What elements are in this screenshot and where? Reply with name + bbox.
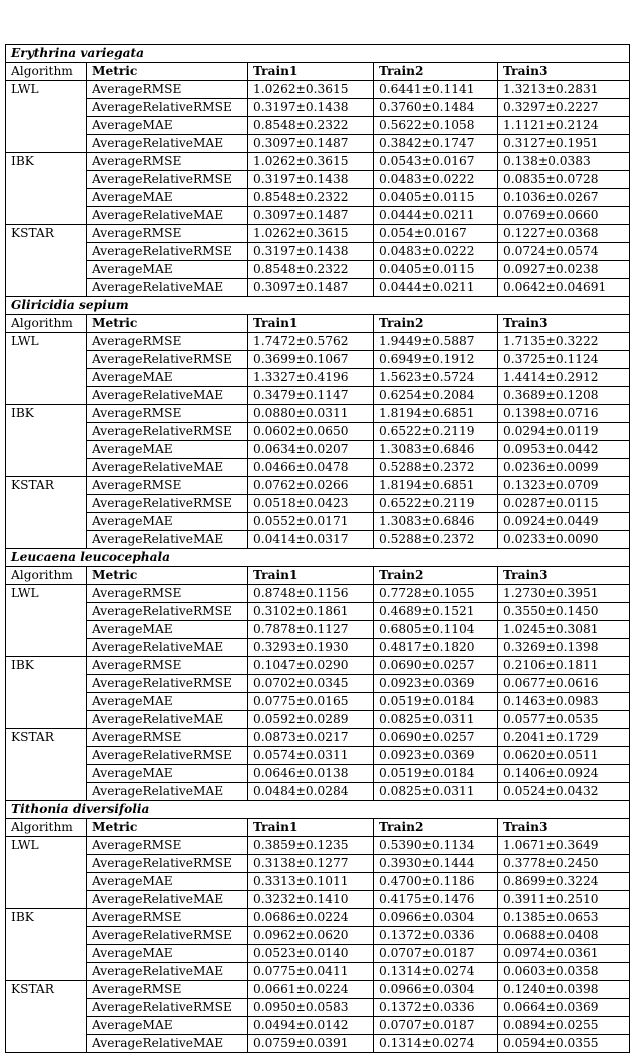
table-row [6,171,630,189]
table-row [6,459,630,477]
train3-value-cell: 0.0769±0.0660 [498,207,630,225]
table-row [6,279,630,297]
train2-value-cell: 0.0690±0.0257 [374,729,498,747]
metric-cell: AverageRMSE [87,333,248,351]
train1-value-cell: 0.3232±0.1410 [248,891,374,909]
train3-value-cell: 0.0664±0.0369 [498,999,630,1017]
train1-value-cell: 1.3327±0.4196 [248,369,374,387]
train1-value-cell: 0.0646±0.0138 [248,765,374,783]
table-row [6,675,630,693]
table-row [6,477,630,495]
train3-value-cell: 0.1385±0.0653 [498,909,630,927]
header-train2: Train2 [374,63,498,81]
header-metric: Metric [87,567,248,585]
species-title: Tithonia diversifolia [6,801,630,819]
train3-value-cell: 0.3269±0.1398 [498,639,630,657]
train3-value-cell: 0.0953±0.0442 [498,441,630,459]
train2-value-cell: 0.0483±0.0222 [374,243,498,261]
metric-cell: AverageRelativeRMSE [87,495,248,513]
train3-value-cell: 0.0287±0.0115 [498,495,630,513]
train3-value-cell: 0.3127±0.1951 [498,135,630,153]
table-row [6,261,630,279]
train1-value-cell: 0.0484±0.0284 [248,783,374,801]
train2-value-cell: 0.5622±0.1058 [374,117,498,135]
train3-value-cell: 0.0524±0.0432 [498,783,630,801]
metric-cell: AverageRelativeMAE [87,279,248,297]
train2-value-cell: 0.0966±0.0304 [374,981,498,999]
train3-value-cell: 0.0835±0.0728 [498,171,630,189]
train3-value-cell: 0.2041±0.1729 [498,729,630,747]
algorithm-cell: LWL [6,333,87,405]
metric-cell: AverageRMSE [87,585,248,603]
metric-cell: AverageMAE [87,873,248,891]
train2-value-cell: 0.3930±0.1444 [374,855,498,873]
metric-cell: AverageRelativeMAE [87,1035,248,1053]
train3-value-cell: 0.0677±0.0616 [498,675,630,693]
header-train1: Train1 [248,63,374,81]
train1-value-cell: 1.0262±0.3615 [248,81,374,99]
train2-value-cell: 0.0825±0.0311 [374,711,498,729]
train2-value-cell: 0.6522±0.2119 [374,423,498,441]
metric-cell: AverageRMSE [87,153,248,171]
train1-value-cell: 0.7878±0.1127 [248,621,374,639]
train3-value-cell: 0.0927±0.0238 [498,261,630,279]
table-row [6,621,630,639]
train3-value-cell: 0.3689±0.1208 [498,387,630,405]
table-row [6,117,630,135]
metric-cell: AverageRMSE [87,81,248,99]
metric-cell: AverageRelativeMAE [87,711,248,729]
metric-cell: AverageMAE [87,189,248,207]
table-row [6,423,630,441]
table-row [6,585,630,603]
table-row [6,783,630,801]
train1-value-cell: 0.3197±0.1438 [248,243,374,261]
train1-value-cell: 0.0686±0.0224 [248,909,374,927]
metric-cell: AverageRelativeRMSE [87,855,248,873]
metric-cell: AverageRelativeRMSE [87,171,248,189]
metric-cell: AverageRelativeRMSE [87,243,248,261]
metric-cell: AverageRelativeMAE [87,207,248,225]
train3-value-cell: 0.0236±0.0099 [498,459,630,477]
metric-cell: AverageMAE [87,261,248,279]
train2-value-cell: 0.5390±0.1134 [374,837,498,855]
train1-value-cell: 0.0759±0.0391 [248,1035,374,1053]
train3-value-cell: 0.3778±0.2450 [498,855,630,873]
metric-cell: AverageRMSE [87,837,248,855]
algorithm-cell: LWL [6,837,87,909]
train3-value-cell: 0.0642±0.04691 [498,279,630,297]
train1-value-cell: 0.0950±0.0583 [248,999,374,1017]
metric-cell: AverageRMSE [87,657,248,675]
train2-value-cell: 0.6805±0.1104 [374,621,498,639]
metric-cell: AverageMAE [87,1017,248,1035]
train3-value-cell: 1.0245±0.3081 [498,621,630,639]
train3-value-cell: 1.0671±0.3649 [498,837,630,855]
metric-cell: AverageMAE [87,441,248,459]
train1-value-cell: 0.0518±0.0423 [248,495,374,513]
table-row [6,189,630,207]
train3-value-cell: 0.1406±0.0924 [498,765,630,783]
train3-value-cell: 0.0577±0.0535 [498,711,630,729]
train2-value-cell: 0.1314±0.0274 [374,1035,498,1053]
train3-value-cell: 0.2106±0.1811 [498,657,630,675]
train3-value-cell: 0.1227±0.0368 [498,225,630,243]
metric-cell: AverageRelativeRMSE [87,423,248,441]
table-row [6,711,630,729]
train1-value-cell: 0.0873±0.0217 [248,729,374,747]
train1-value-cell: 0.3197±0.1438 [248,99,374,117]
metric-cell: AverageRelativeRMSE [87,999,248,1017]
train3-value-cell: 0.3911±0.2510 [498,891,630,909]
train3-value-cell: 0.0974±0.0361 [498,945,630,963]
metric-cell: AverageRMSE [87,405,248,423]
train1-value-cell: 0.3859±0.1235 [248,837,374,855]
train2-value-cell: 0.0543±0.0167 [374,153,498,171]
column-header-row [6,315,630,333]
train2-value-cell: 0.0690±0.0257 [374,657,498,675]
train2-value-cell: 0.3760±0.1484 [374,99,498,117]
train3-value-cell: 1.7135±0.3222 [498,333,630,351]
table-row [6,513,630,531]
train2-value-cell: 0.0966±0.0304 [374,909,498,927]
train3-value-cell: 0.0594±0.0355 [498,1035,630,1053]
table-row [6,873,630,891]
table-row [6,855,630,873]
train2-value-cell: 0.6254±0.2084 [374,387,498,405]
table-row [6,837,630,855]
column-header-row [6,819,630,837]
train3-value-cell: 0.0603±0.0358 [498,963,630,981]
table-row [6,909,630,927]
metric-cell: AverageRelativeRMSE [87,675,248,693]
table-row [6,1017,630,1035]
train2-value-cell: 0.054±0.0167 [374,225,498,243]
train2-value-cell: 0.0825±0.0311 [374,783,498,801]
train1-value-cell: 0.0634±0.0207 [248,441,374,459]
train1-value-cell: 0.0775±0.0411 [248,963,374,981]
train3-value-cell: 0.3550±0.1450 [498,603,630,621]
metric-cell: AverageMAE [87,945,248,963]
train2-value-cell: 0.4175±0.1476 [374,891,498,909]
header-train3: Train3 [498,63,630,81]
train2-value-cell: 0.1314±0.0274 [374,963,498,981]
species-title: Erythrina variegata [6,45,630,63]
species-title: Gliricidia sepium [6,297,630,315]
train1-value-cell: 0.0466±0.0478 [248,459,374,477]
metric-cell: AverageRelativeRMSE [87,99,248,117]
train3-value-cell: 0.0620±0.0511 [498,747,630,765]
metric-cell: AverageRMSE [87,981,248,999]
train2-value-cell: 1.5623±0.5724 [374,369,498,387]
train2-value-cell: 0.5288±0.2372 [374,531,498,549]
train2-value-cell: 0.0923±0.0369 [374,747,498,765]
metric-cell: AverageRelativeMAE [87,387,248,405]
header-train3: Train3 [498,819,630,837]
column-header-row [6,567,630,585]
train3-value-cell: 0.1036±0.0267 [498,189,630,207]
train1-value-cell: 0.0574±0.0311 [248,747,374,765]
train1-value-cell: 0.3097±0.1487 [248,279,374,297]
header-metric: Metric [87,315,248,333]
species-title-row [6,45,630,63]
train3-value-cell: 0.3725±0.1124 [498,351,630,369]
header-algorithm: Algorithm [6,567,87,585]
train1-value-cell: 0.0414±0.0317 [248,531,374,549]
train2-value-cell: 0.0707±0.0187 [374,945,498,963]
metric-cell: AverageRMSE [87,225,248,243]
train1-value-cell: 1.7472±0.5762 [248,333,374,351]
train1-value-cell: 0.0661±0.0224 [248,981,374,999]
train2-value-cell: 0.0405±0.0115 [374,189,498,207]
train1-value-cell: 0.0702±0.0345 [248,675,374,693]
header-metric: Metric [87,819,248,837]
train1-value-cell: 0.8748±0.1156 [248,585,374,603]
metric-cell: AverageMAE [87,117,248,135]
train3-value-cell: 0.1463±0.0983 [498,693,630,711]
header-train2: Train2 [374,567,498,585]
header-metric: Metric [87,63,248,81]
train1-value-cell: 0.3197±0.1438 [248,171,374,189]
train3-value-cell: 0.0924±0.0449 [498,513,630,531]
train3-value-cell: 0.0233±0.0090 [498,531,630,549]
train1-value-cell: 0.3097±0.1487 [248,207,374,225]
train2-value-cell: 0.6522±0.2119 [374,495,498,513]
train1-value-cell: 0.0962±0.0620 [248,927,374,945]
train2-value-cell: 0.4817±0.1820 [374,639,498,657]
train1-value-cell: 0.8548±0.2322 [248,261,374,279]
table-row [6,333,630,351]
train1-value-cell: 0.0494±0.0142 [248,1017,374,1035]
algorithm-cell: LWL [6,81,87,153]
train1-value-cell: 0.3313±0.1011 [248,873,374,891]
table-row [6,207,630,225]
species-title-row [6,549,630,567]
table-row [6,135,630,153]
metric-cell: AverageMAE [87,369,248,387]
table-row [6,351,630,369]
train2-value-cell: 0.0444±0.0211 [374,207,498,225]
train3-value-cell: 0.1240±0.0398 [498,981,630,999]
train1-value-cell: 0.1047±0.0290 [248,657,374,675]
table-row [6,225,630,243]
algorithm-cell: IBK [6,657,87,729]
algorithm-cell: KSTAR [6,477,87,549]
train1-value-cell: 0.3097±0.1487 [248,135,374,153]
algorithm-cell: IBK [6,909,87,981]
train3-value-cell: 0.3297±0.2227 [498,99,630,117]
train3-value-cell: 1.3213±0.2831 [498,81,630,99]
train2-value-cell: 1.3083±0.6846 [374,513,498,531]
metric-cell: AverageRelativeMAE [87,639,248,657]
header-train1: Train1 [248,819,374,837]
train3-value-cell: 0.0724±0.0574 [498,243,630,261]
train2-value-cell: 0.0405±0.0115 [374,261,498,279]
results-table [5,44,630,1053]
train1-value-cell: 1.0262±0.3615 [248,153,374,171]
metric-cell: AverageMAE [87,621,248,639]
header-train1: Train1 [248,567,374,585]
train3-value-cell: 0.8699±0.3224 [498,873,630,891]
train2-value-cell: 0.0483±0.0222 [374,171,498,189]
metric-cell: AverageRelativeMAE [87,891,248,909]
table-row [6,531,630,549]
metric-cell: AverageRelativeMAE [87,531,248,549]
table-row [6,441,630,459]
train1-value-cell: 0.8548±0.2322 [248,117,374,135]
metric-cell: AverageRelativeRMSE [87,351,248,369]
train1-value-cell: 0.0523±0.0140 [248,945,374,963]
metric-cell: AverageRelativeMAE [87,963,248,981]
algorithm-cell: KSTAR [6,225,87,297]
metric-cell: AverageRelativeRMSE [87,603,248,621]
column-header-row [6,63,630,81]
train2-value-cell: 1.8194±0.6851 [374,405,498,423]
train1-value-cell: 0.0775±0.0165 [248,693,374,711]
species-title-row [6,297,630,315]
table-row [6,729,630,747]
train1-value-cell: 0.3699±0.1067 [248,351,374,369]
train2-value-cell: 0.0519±0.0184 [374,693,498,711]
metric-cell: AverageRMSE [87,729,248,747]
metric-cell: AverageRelativeMAE [87,459,248,477]
train1-value-cell: 1.0262±0.3615 [248,225,374,243]
table-row [6,495,630,513]
train2-value-cell: 0.0519±0.0184 [374,765,498,783]
train2-value-cell: 0.3842±0.1747 [374,135,498,153]
species-title-row [6,801,630,819]
metric-cell: AverageRelativeMAE [87,135,248,153]
metric-cell: AverageMAE [87,765,248,783]
table-row [6,81,630,99]
header-algorithm: Algorithm [6,819,87,837]
table-row [6,693,630,711]
table-row [6,99,630,117]
table-row [6,981,630,999]
train3-value-cell: 0.0894±0.0255 [498,1017,630,1035]
train1-value-cell: 0.0592±0.0289 [248,711,374,729]
metric-cell: AverageMAE [87,513,248,531]
train2-value-cell: 1.3083±0.6846 [374,441,498,459]
algorithm-cell: LWL [6,585,87,657]
table-row [6,603,630,621]
train1-value-cell: 0.3479±0.1147 [248,387,374,405]
train2-value-cell: 0.1372±0.0336 [374,999,498,1017]
train1-value-cell: 0.3293±0.1930 [248,639,374,657]
train1-value-cell: 0.3138±0.1277 [248,855,374,873]
train3-value-cell: 1.1121±0.2124 [498,117,630,135]
train3-value-cell: 1.2730±0.3951 [498,585,630,603]
table-row [6,1035,630,1053]
table-row [6,963,630,981]
table-row [6,153,630,171]
table-row [6,747,630,765]
train3-value-cell: 1.4414±0.2912 [498,369,630,387]
metric-cell: AverageRMSE [87,909,248,927]
train3-value-cell: 0.1398±0.0716 [498,405,630,423]
train2-value-cell: 0.5288±0.2372 [374,459,498,477]
train2-value-cell: 0.6441±0.1141 [374,81,498,99]
table-row [6,243,630,261]
table-row [6,405,630,423]
table-row [6,657,630,675]
algorithm-cell: IBK [6,405,87,477]
train2-value-cell: 0.0923±0.0369 [374,675,498,693]
metric-cell: AverageRMSE [87,477,248,495]
metric-cell: AverageRelativeMAE [87,783,248,801]
header-train2: Train2 [374,315,498,333]
train1-value-cell: 0.0602±0.0650 [248,423,374,441]
train1-value-cell: 0.8548±0.2322 [248,189,374,207]
species-title: Leucaena leucocephala [6,549,630,567]
table-row [6,999,630,1017]
metric-cell: AverageMAE [87,693,248,711]
table-row [6,369,630,387]
train2-value-cell: 0.4689±0.1521 [374,603,498,621]
header-train1: Train1 [248,315,374,333]
header-train3: Train3 [498,567,630,585]
metric-cell: AverageRelativeRMSE [87,747,248,765]
metric-cell: AverageRelativeRMSE [87,927,248,945]
header-algorithm: Algorithm [6,63,87,81]
algorithm-cell: IBK [6,153,87,225]
train2-value-cell: 1.9449±0.5887 [374,333,498,351]
train2-value-cell: 0.6949±0.1912 [374,351,498,369]
train1-value-cell: 0.0880±0.0311 [248,405,374,423]
algorithm-cell: KSTAR [6,981,87,1053]
train3-value-cell: 0.0688±0.0408 [498,927,630,945]
train2-value-cell: 0.7728±0.1055 [374,585,498,603]
table-row [6,765,630,783]
table-row [6,387,630,405]
header-train2: Train2 [374,819,498,837]
train2-value-cell: 0.4700±0.1186 [374,873,498,891]
train1-value-cell: 0.0552±0.0171 [248,513,374,531]
table-row [6,891,630,909]
train2-value-cell: 0.0444±0.0211 [374,279,498,297]
table-row [6,639,630,657]
header-train3: Train3 [498,315,630,333]
train1-value-cell: 0.3102±0.1861 [248,603,374,621]
algorithm-cell: KSTAR [6,729,87,801]
train2-value-cell: 0.1372±0.0336 [374,927,498,945]
table-row [6,927,630,945]
train1-value-cell: 0.0762±0.0266 [248,477,374,495]
train3-value-cell: 0.138±0.0383 [498,153,630,171]
train3-value-cell: 0.1323±0.0709 [498,477,630,495]
train3-value-cell: 0.0294±0.0119 [498,423,630,441]
table-row [6,945,630,963]
train2-value-cell: 0.0707±0.0187 [374,1017,498,1035]
train2-value-cell: 1.8194±0.6851 [374,477,498,495]
header-algorithm: Algorithm [6,315,87,333]
